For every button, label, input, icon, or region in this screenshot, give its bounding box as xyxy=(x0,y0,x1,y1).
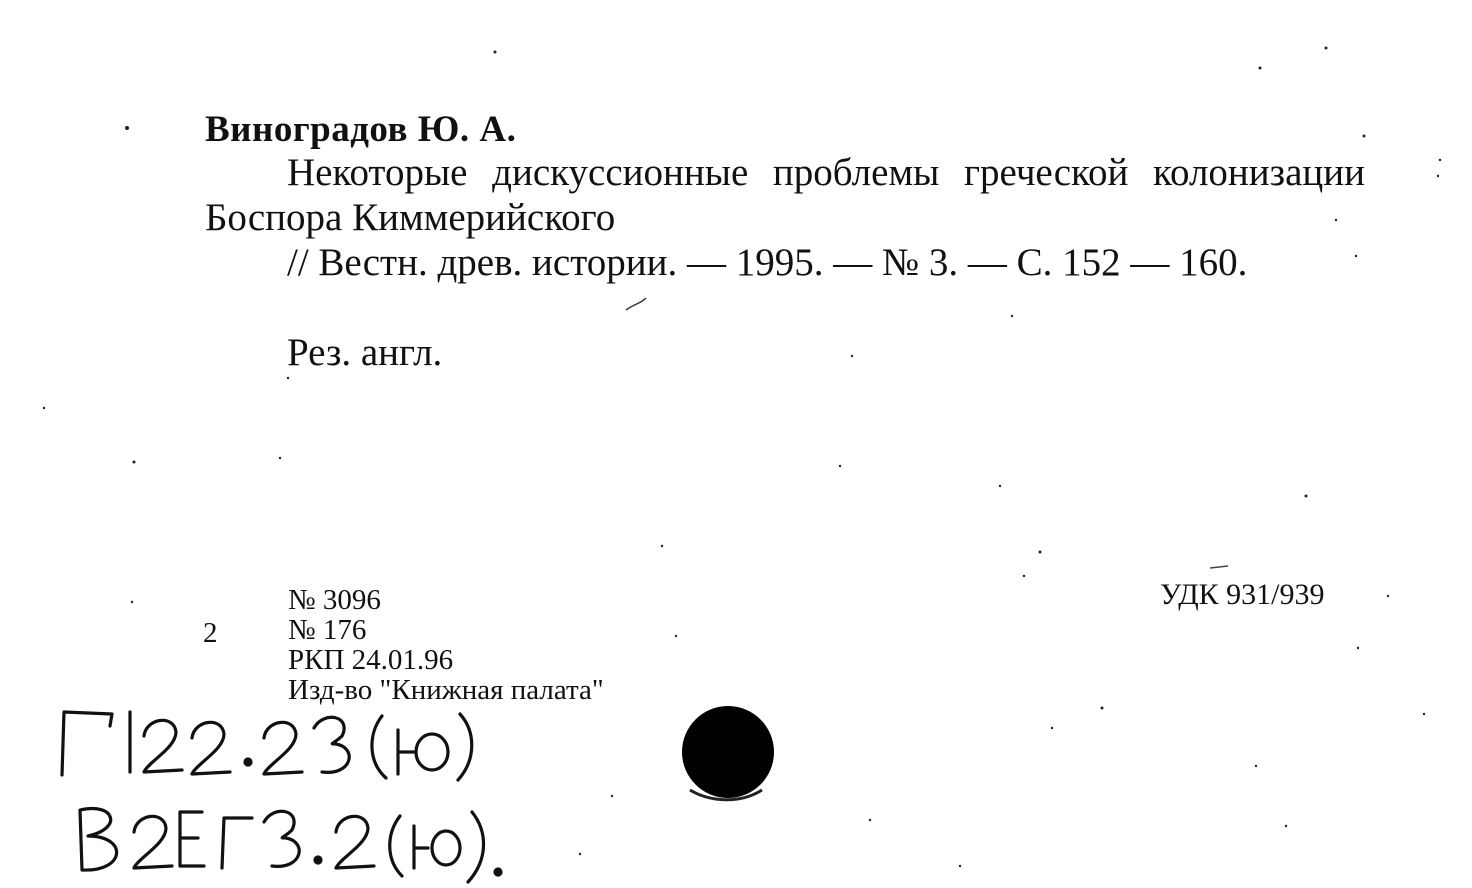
accession-number: № 3096 xyxy=(288,584,381,616)
udk-code: УДК 931/939 xyxy=(1160,578,1325,611)
source-citation: // Вестн. древ. истории. — 1995. — № 3. — С. 152 — 160. xyxy=(287,241,1248,284)
punch-hole xyxy=(682,706,774,798)
rkp-date: РКП 24.01.96 xyxy=(288,644,454,676)
publication-title: Некоторые дискуссионные проблемы греческой колонизации Боспора Киммерийского xyxy=(205,151,1365,239)
publisher: Изд-во "Книжная палата" xyxy=(288,674,604,706)
card-index-number: 2 xyxy=(203,617,218,649)
registration-block xyxy=(288,585,604,705)
handwritten-shelf-marks xyxy=(52,700,572,885)
entry-number: № 176 xyxy=(288,614,367,646)
summary-note: Рез. англ. xyxy=(287,331,443,374)
author-name: Виноградов Ю. А. xyxy=(205,109,517,150)
handwritten-line-2 xyxy=(80,808,501,882)
handwritten-line-1 xyxy=(62,712,472,780)
